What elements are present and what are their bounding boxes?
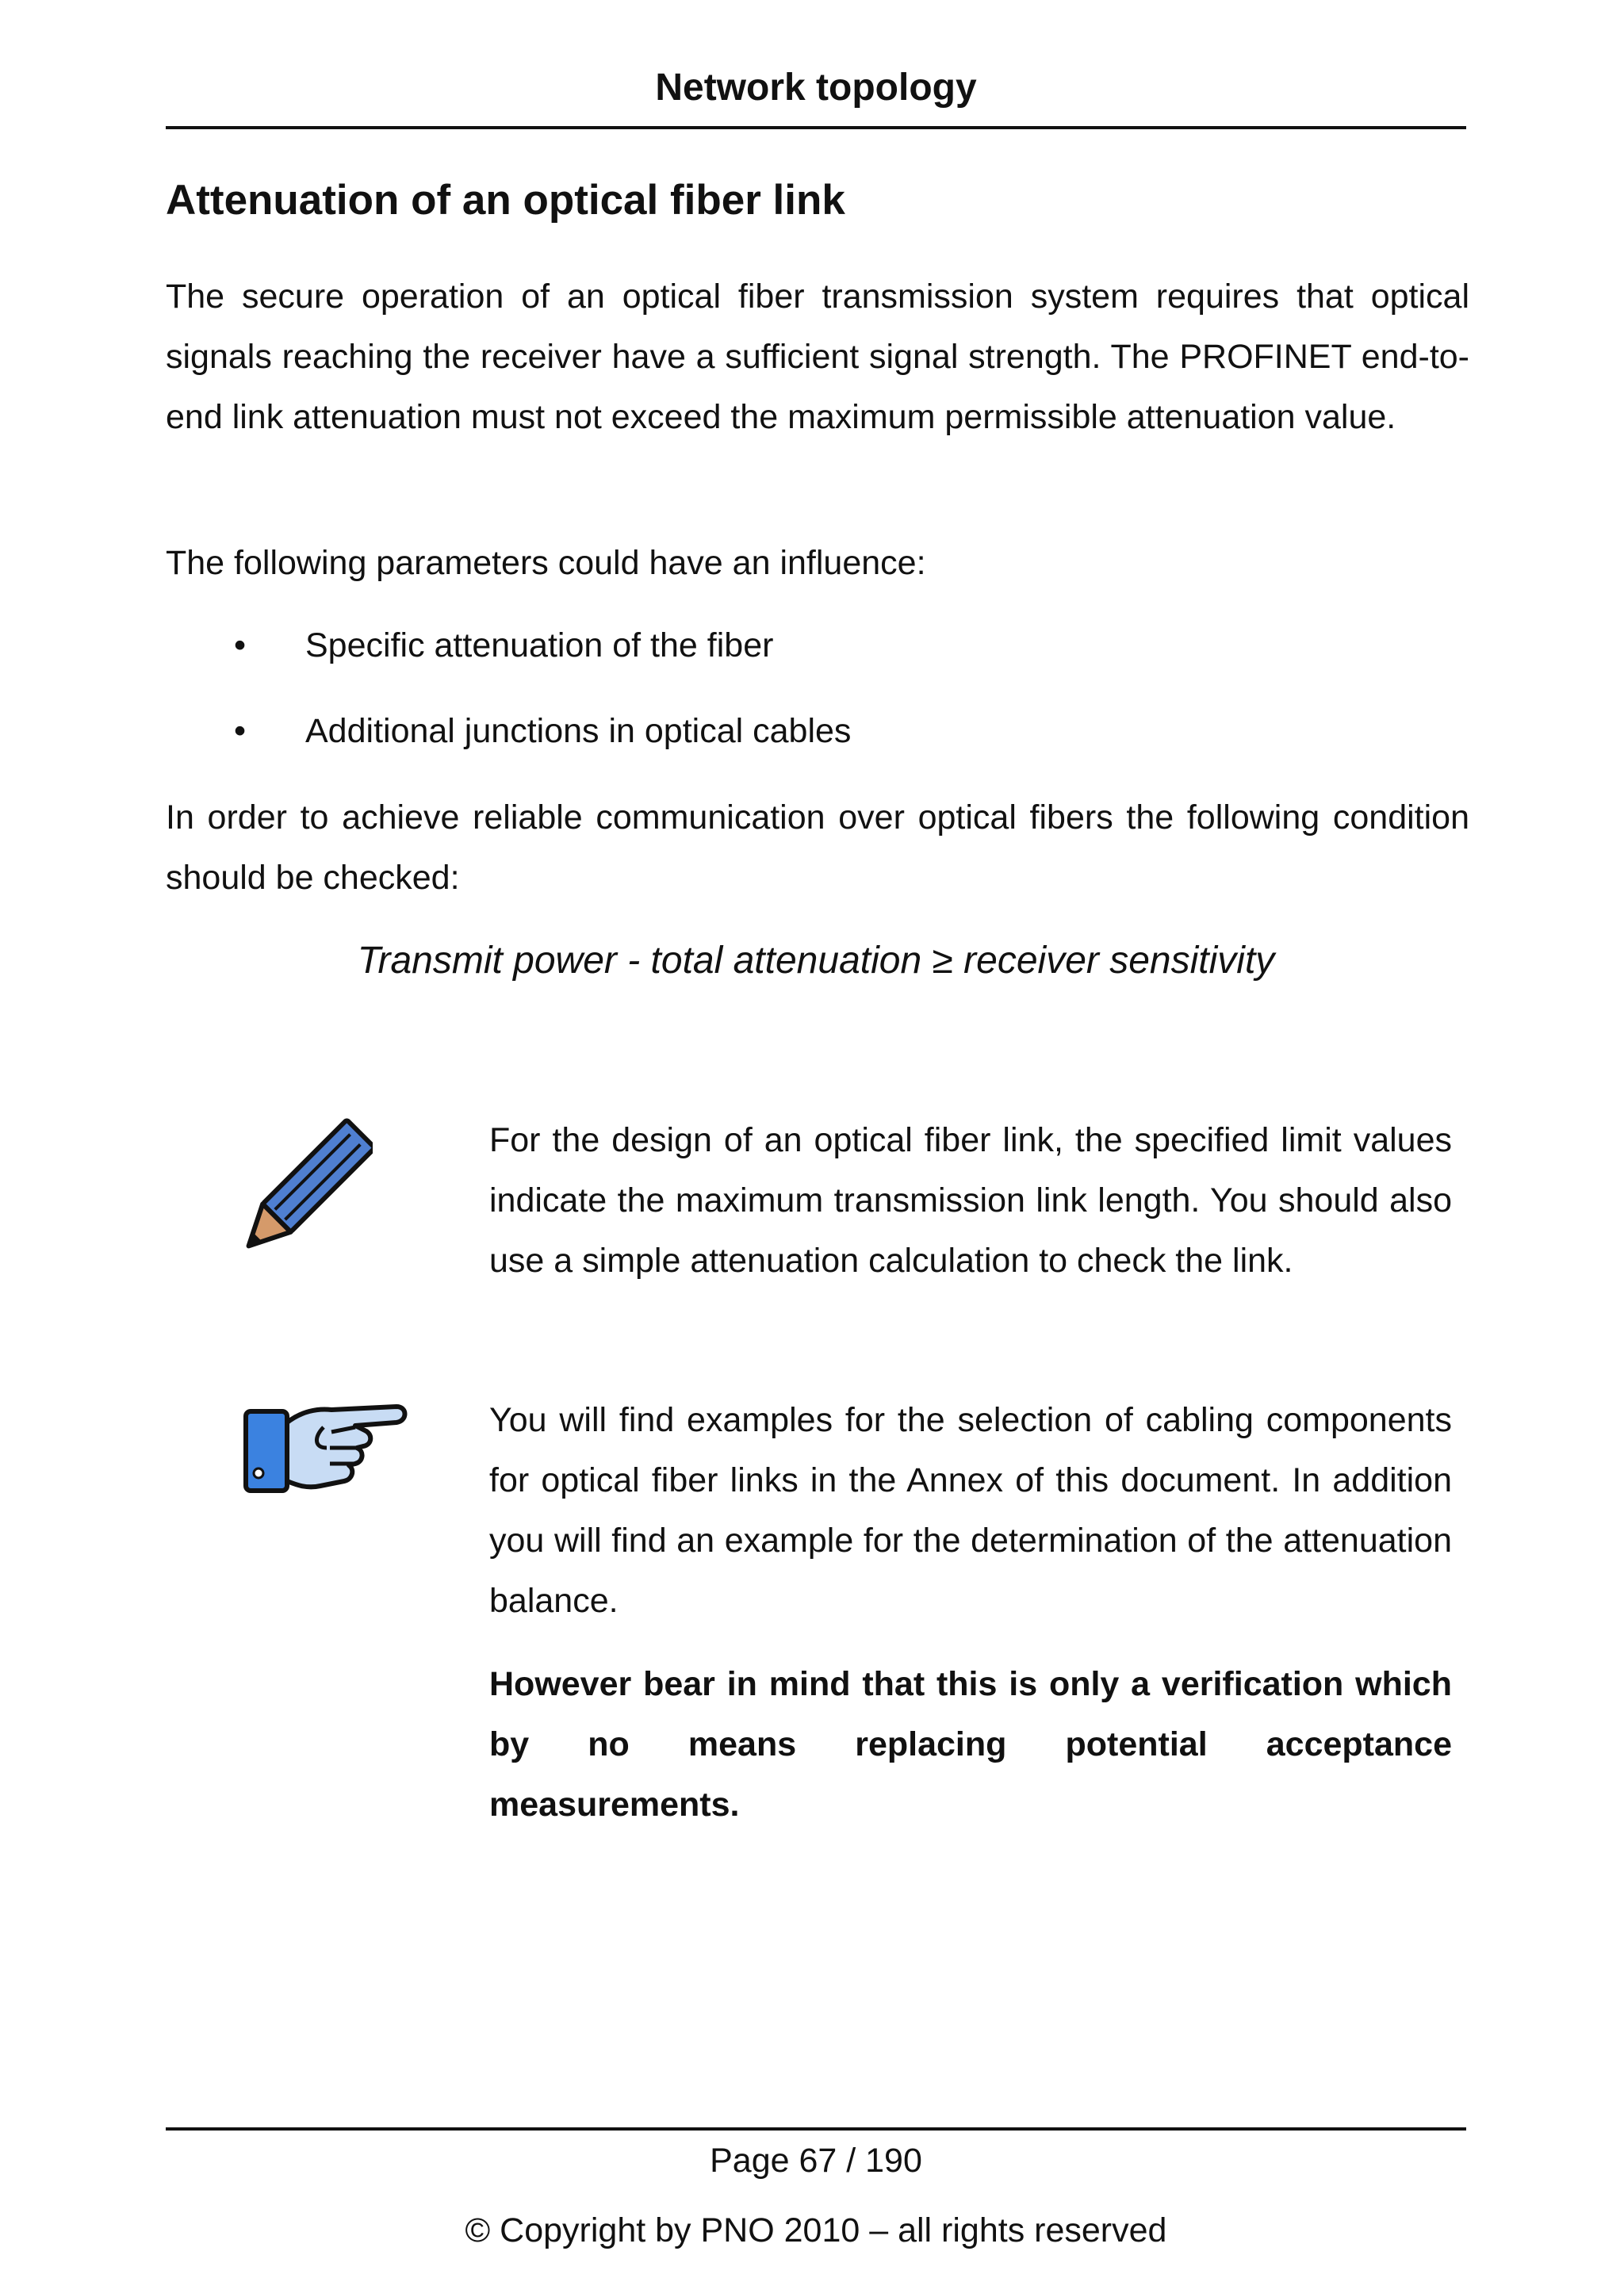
- copyright-notice: © Copyright by PNO 2010 – all rights reserved: [465, 2211, 1167, 2249]
- footer-rule: [166, 2127, 1466, 2131]
- section-heading: Attenuation of an optical fiber link: [166, 177, 845, 224]
- design-note-text: For the design of an optical fiber link, the specified limit values indicate the maximum transmission link length. You should also use a simple attenuation calculation to check the link.: [489, 1121, 1452, 1280]
- annex-note-text: You will find examples for the selection of cabling components for optical fiber links in the Annex of this document. In addition you will find an example for the determination of the attenuation balance.: [489, 1401, 1452, 1620]
- bullet-icon: •: [234, 626, 247, 664]
- parameter-list: [166, 615, 1466, 787]
- verification-warning: However bear in mind that this is only a verification which by no means replacing potential acceptance measurements.: [489, 1665, 1452, 1824]
- parameters-intro: The following parameters could have an influence:: [166, 544, 926, 582]
- bullet-icon: •: [234, 712, 247, 750]
- list-item-text: Specific attenuation of the fiber: [305, 626, 774, 664]
- condition-intro: In order to achieve reliable communication over optical fibers the following condition should be checked:: [166, 798, 1469, 897]
- list-item-text: Additional junctions in optical cables: [305, 712, 852, 750]
- header-rule: [166, 126, 1466, 129]
- list-item: [166, 701, 1466, 787]
- pointing-hand-icon: [238, 1396, 416, 1499]
- list-item: [166, 615, 1466, 701]
- running-header: Network topology: [655, 67, 977, 109]
- pencil-icon: [238, 1114, 373, 1265]
- annex-note: [489, 1390, 1452, 1835]
- attenuation-formula: Transmit power - total attenuation ≥ receiver sensitivity: [357, 940, 1275, 982]
- page-number: Page 67 / 190: [710, 2142, 922, 2180]
- design-note: [489, 1110, 1452, 1291]
- intro-paragraph: The secure operation of an optical fiber transmission system requires that optical signals reaching the receiver have a sufficient signal strength. The PROFINET end-to-end link attenuation must not exceed the maximum permissible attenuation value.: [166, 278, 1469, 436]
